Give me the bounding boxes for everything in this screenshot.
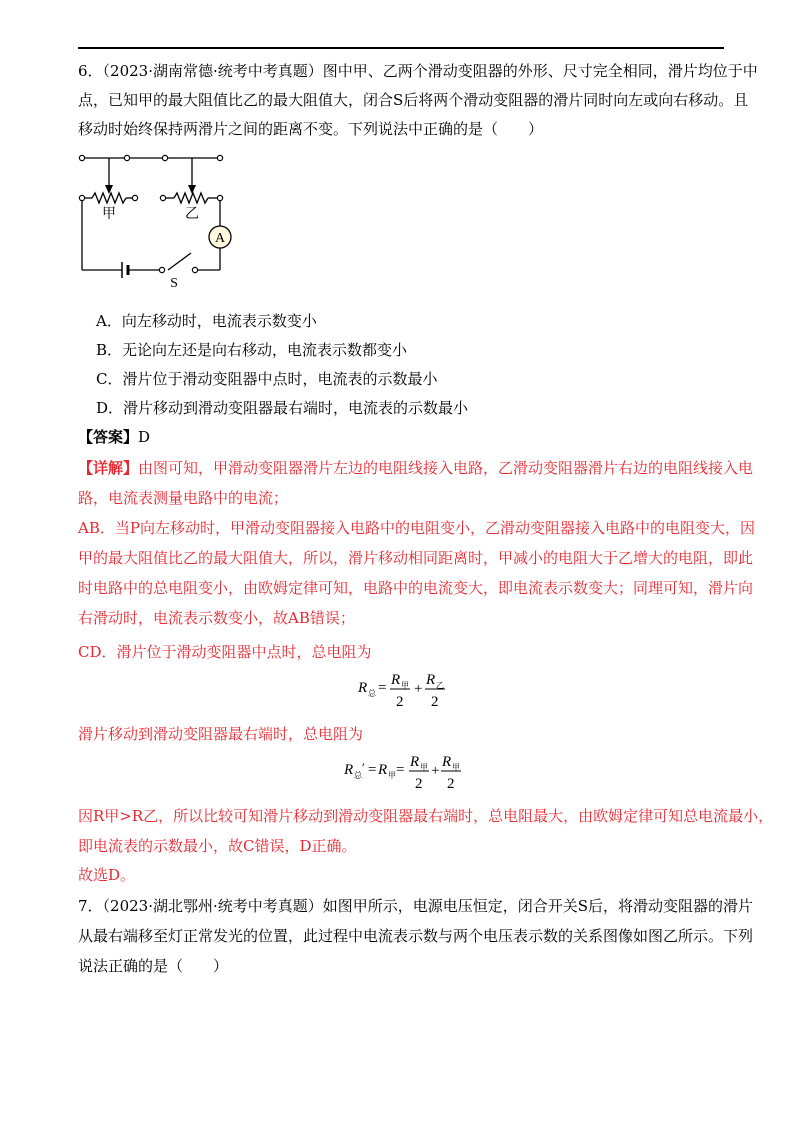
detail-line-7: CD．滑片位于滑动变阻器中点时，总电阻为 bbox=[78, 643, 372, 661]
answer-label: 【答案】 bbox=[78, 428, 139, 446]
detail-line-2: 路，电流表测量电路中的电流； bbox=[78, 489, 289, 507]
answer-line bbox=[78, 426, 150, 448]
detail-text-1a: 由图可知，甲滑动变阻器滑片左边的电阻线接入电路，乙滑动变阻器滑片右边的电阻线接入电 bbox=[138, 459, 754, 477]
formula2-mid: R bbox=[378, 762, 388, 778]
question-source: （2023·湖北鄂州·统考中考真题） bbox=[102, 897, 323, 915]
formula1-n2-sub: 乙 bbox=[436, 681, 444, 690]
q7-stem-line-1 bbox=[78, 895, 753, 917]
formula2-n2: R bbox=[442, 754, 452, 770]
detail-line-8: 滑片移动到滑动变阻器最右端时，总电阻为 bbox=[78, 725, 364, 743]
detail-line-6: 右滑动时，电流表示数变小，故AB错误； bbox=[78, 609, 355, 627]
detail-line-3: AB．当P向左移动时，甲滑动变阻器接入电路中的电阻变小，乙滑动变阻器接入电路中的电阻变大，因 bbox=[78, 519, 755, 537]
circuit-diagram bbox=[74, 148, 244, 288]
formula2-lhs: R bbox=[344, 762, 354, 778]
formula2-plus: + bbox=[431, 763, 440, 779]
switch-label: S bbox=[170, 276, 178, 288]
detail-line-4: 甲的最大阻值比乙的最大阻值大，所以，滑片移动相同距离时，甲减小的电阻大于乙增大的电阻，即此 bbox=[78, 549, 754, 567]
formula1-lhs: R bbox=[358, 680, 368, 696]
question-source: （2023·湖南常德·统考中考真题） bbox=[102, 62, 323, 80]
q6-stem-line-3: 移动时始终保持两滑片之间的距离不变。下列说法中正确的是（ ） bbox=[78, 120, 544, 138]
detail-label: 【详解】 bbox=[78, 459, 139, 477]
formula1-eq: = bbox=[378, 680, 387, 696]
formula1-n1: R bbox=[391, 672, 401, 688]
formula1-d2: 2 bbox=[431, 694, 439, 710]
option-a: A．向左移动时，电流表示数变小 bbox=[96, 312, 317, 330]
formula2-mid-sub: 甲 bbox=[388, 771, 396, 780]
formula1-plus: + bbox=[414, 681, 423, 697]
formula2-eq2: = bbox=[396, 762, 405, 778]
question-number: 6． bbox=[78, 62, 103, 80]
formula2-lhs-sub: 总 bbox=[354, 771, 362, 780]
formula2-d1: 2 bbox=[415, 776, 423, 792]
rheostat-yi-label: 乙 bbox=[185, 206, 199, 222]
option-b: B．无论向左还是向右移动，电流表示数都变小 bbox=[96, 341, 408, 359]
detail-line-10: 即电流表的示数最小，故C错误，D正确。 bbox=[78, 837, 357, 855]
detail-line-1 bbox=[78, 457, 753, 479]
formula1-lhs-sub: 总 bbox=[368, 689, 376, 698]
answer-value: D bbox=[138, 428, 151, 446]
option-d: D．滑片移动到滑动变阻器最右端时，电流表的示数最小 bbox=[96, 399, 469, 417]
formula-total-resistance bbox=[356, 668, 456, 712]
formula2-n1: R bbox=[410, 754, 420, 770]
q7-stem-line-3: 说法正确的是（ ） bbox=[78, 957, 229, 975]
rheostat-jia-label: 甲 bbox=[102, 206, 116, 222]
formula2-eq1: = bbox=[368, 762, 377, 778]
option-c: C．滑片位于滑动变阻器中点时，电流表的示数最小 bbox=[96, 370, 438, 388]
formula2-d2: 2 bbox=[447, 776, 455, 792]
q6-stem-line-1 bbox=[78, 60, 758, 82]
top-rule bbox=[78, 47, 724, 49]
q7-stem-text-1: 如图甲所示，电源电压恒定，闭合开关S后，将滑动变阻器的滑片 bbox=[322, 897, 754, 915]
detail-line-9: 因R甲>R乙，所以比较可知滑片移动到滑动变阻器最右端时，总电阻最大，由欧姆定律可知总电流最小， bbox=[78, 807, 774, 825]
formula2-n2-sub: 甲 bbox=[452, 763, 460, 772]
formula2-prime: ′ bbox=[362, 760, 365, 775]
ammeter-label: A bbox=[214, 231, 226, 246]
detail-line-5: 时电路中的总电阻变小，由欧姆定律可知，电路中的电流变大，即电流表示数变大；同理可知，滑片向 bbox=[78, 579, 754, 597]
formula-total-resistance-right-end bbox=[342, 750, 462, 794]
q7-stem-line-2: 从最右端移至灯正常发光的位置，此过程中电流表示数与两个电压表示数的关系图像如图乙所示。下列 bbox=[78, 927, 754, 945]
detail-line-11: 故选D。 bbox=[78, 866, 136, 884]
formula1-d1: 2 bbox=[396, 694, 404, 710]
q6-stem-line-2: 点，已知甲的最大阻值比乙的最大阻值大，闭合S后将两个滑动变阻器的滑片同时向左或向右移动。且 bbox=[78, 91, 749, 109]
formula2-n1-sub: 甲 bbox=[420, 763, 428, 772]
question-number: 7． bbox=[78, 897, 103, 915]
formula1-n2: R bbox=[426, 672, 436, 688]
q6-stem-text-1: 图中甲、乙两个滑动变阻器的外形、尺寸完全相同，滑片均位于中 bbox=[322, 62, 758, 80]
formula1-n1-sub: 甲 bbox=[401, 681, 409, 690]
